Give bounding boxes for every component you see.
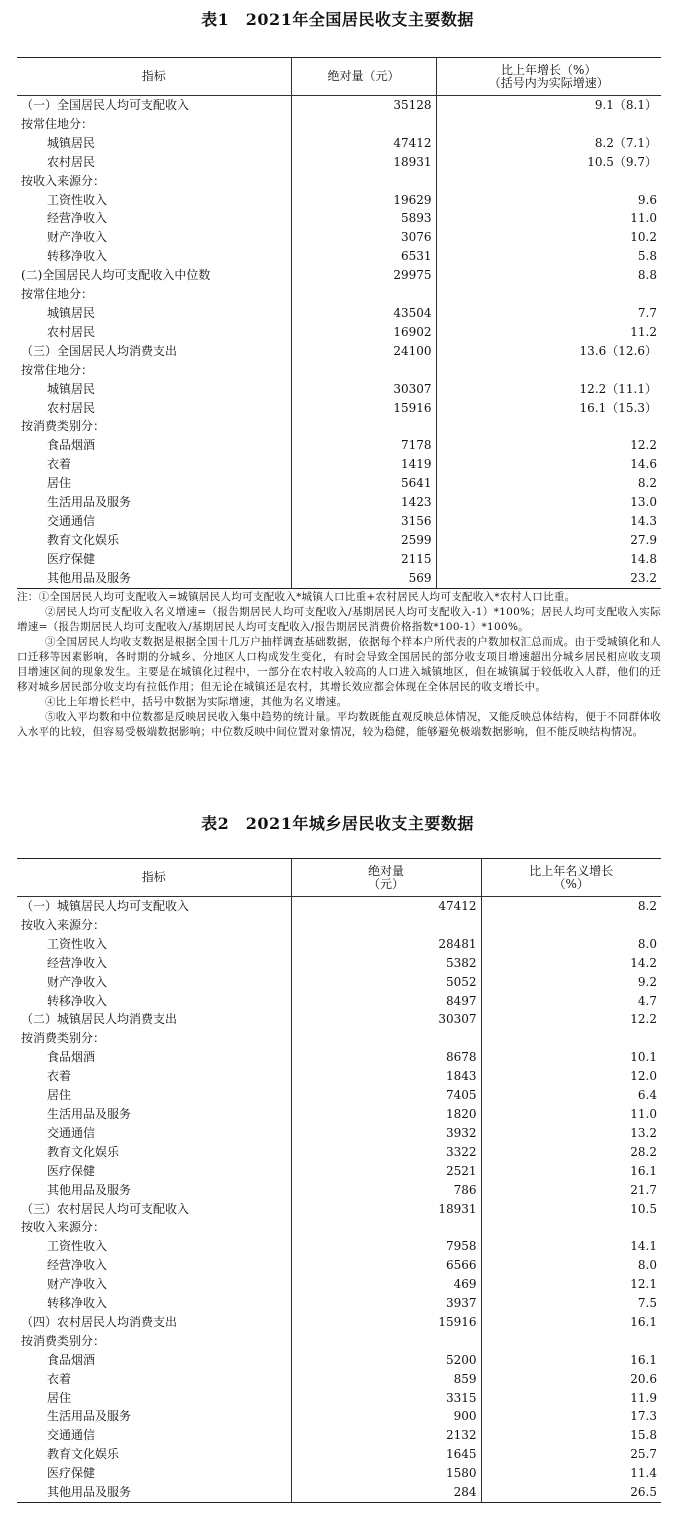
table-row bbox=[17, 342, 661, 361]
row-growth: 12.2（11.1） bbox=[436, 380, 661, 399]
row-label: 医疗保健 bbox=[47, 551, 96, 566]
row-amount: 5893 bbox=[291, 209, 436, 228]
row-growth: 11.0 bbox=[481, 1105, 661, 1124]
row-growth: 6.4 bbox=[481, 1086, 661, 1105]
row-label: 城镇居民 bbox=[47, 135, 96, 150]
row-amount: 1423 bbox=[291, 493, 436, 512]
row-growth: 12.2 bbox=[481, 1010, 661, 1029]
row-amount bbox=[291, 361, 436, 380]
table-row bbox=[17, 973, 661, 992]
row-growth: 14.8 bbox=[436, 550, 661, 569]
row-growth: 10.5 bbox=[481, 1200, 661, 1219]
table2-header-indicator: 指标 bbox=[17, 859, 291, 897]
row-label: （一）全国居民人均可支配收入 bbox=[21, 98, 190, 112]
table-row bbox=[17, 550, 661, 569]
row-label: 工资性收入 bbox=[47, 1239, 108, 1254]
table-row bbox=[17, 474, 661, 493]
table1-header-amount: 绝对量（元） bbox=[291, 58, 436, 96]
row-amount: 28481 bbox=[291, 935, 481, 954]
table-row bbox=[17, 1426, 661, 1445]
row-amount: 1419 bbox=[291, 455, 436, 474]
row-amount: 2599 bbox=[291, 531, 436, 550]
table-row bbox=[17, 1086, 661, 1105]
table-row bbox=[17, 1483, 661, 1502]
table1-body bbox=[17, 96, 661, 589]
row-label: 按常住地分： bbox=[21, 362, 94, 377]
row-label: 其他用品及服务 bbox=[17, 569, 291, 588]
row-growth: 8.2 bbox=[481, 897, 661, 916]
row-growth bbox=[436, 361, 661, 380]
row-amount: 2132 bbox=[291, 1426, 481, 1445]
row-amount: 15916 bbox=[291, 1313, 481, 1332]
row-label: 居住 bbox=[47, 1390, 72, 1405]
row-label: （三）全国居民人均消费支出 bbox=[21, 343, 178, 358]
table2-header-amount-line2: （元） bbox=[367, 876, 404, 891]
row-amount: 786 bbox=[291, 1181, 481, 1200]
table-row bbox=[17, 1048, 661, 1067]
row-growth: 17.3 bbox=[481, 1407, 661, 1426]
row-label: 农村居民 bbox=[47, 324, 96, 339]
row-growth: 10.2 bbox=[436, 228, 661, 247]
table1-header-row bbox=[17, 58, 661, 96]
row-growth bbox=[481, 1029, 661, 1048]
row-label: 按常住地分： bbox=[21, 287, 94, 302]
table-row bbox=[17, 512, 661, 531]
table1-note: ③全国居民人均收支数据是根据全国十几万户抽样调查基础数据，依据每个样本户所代表的户数加权汇总而成。由于受城镇化和人口迁移等因素影响，各时期的分城乡、分地区人口构成发生变化，有时会导致全国居民的部分收支项目增速超出分城乡居民相应收支项目增速区间的现象发生。主要是在城镇化过程中，一部分在农村收入较高的人口进入城镇地区，但在城镇属于较低收入人群，他们的迁移对城乡居民部分收支均有拉低作用；但无论在城镇还是农村，其增长效应都会体现在全体居民的收支增长中。 bbox=[17, 636, 661, 693]
row-amount: 18931 bbox=[291, 1200, 481, 1219]
row-growth: 13.6（12.6） bbox=[436, 342, 661, 361]
row-label: 按消费类别分： bbox=[21, 1333, 106, 1348]
row-amount bbox=[291, 172, 436, 191]
row-amount: 2521 bbox=[291, 1162, 481, 1181]
table-row bbox=[17, 493, 661, 512]
table-row bbox=[17, 1029, 661, 1048]
table1-notes bbox=[17, 590, 661, 740]
row-growth: 14.3 bbox=[436, 512, 661, 531]
row-label: 城镇居民 bbox=[47, 381, 96, 396]
row-amount: 5200 bbox=[291, 1351, 481, 1370]
row-label: 交通通信 bbox=[47, 513, 96, 528]
table-row bbox=[17, 935, 661, 954]
row-label: 按收入来源分： bbox=[21, 917, 106, 932]
row-label: 交通通信 bbox=[47, 1125, 96, 1140]
row-label: 衣着 bbox=[47, 1371, 72, 1386]
row-amount: 35128 bbox=[291, 96, 436, 115]
row-label: 其他用品及服务 bbox=[47, 1182, 132, 1197]
row-label: 其他用品及服务 bbox=[17, 1483, 291, 1502]
row-label: 按收入来源分： bbox=[21, 1220, 106, 1235]
table-row bbox=[17, 1124, 661, 1143]
row-growth: 7.7 bbox=[436, 304, 661, 323]
row-growth: 23.2 bbox=[436, 569, 661, 588]
row-growth: 14.6 bbox=[436, 455, 661, 474]
table1-note: ⑤收入平均数和中位数都是反映居民收入集中趋势的统计量。平均数既能直观反映总体情况，又能反映总体结构，便于不同群体收入水平的比较，但容易受极端数据影响；中位数反映中间位置对象情况，较为稳健，能够避免极端数据影响，但不能反映结构情况。 bbox=[17, 711, 661, 738]
row-growth: 21.7 bbox=[481, 1181, 661, 1200]
row-growth bbox=[436, 417, 661, 436]
row-growth: 26.5 bbox=[481, 1483, 661, 1502]
row-label: 教育文化娱乐 bbox=[47, 532, 120, 547]
row-growth: 12.1 bbox=[481, 1275, 661, 1294]
table2-body bbox=[17, 897, 661, 1503]
table-row bbox=[17, 285, 661, 304]
row-amount: 859 bbox=[291, 1370, 481, 1389]
row-growth: 8.2（7.1） bbox=[436, 134, 661, 153]
table-row bbox=[17, 531, 661, 550]
table-row bbox=[17, 897, 661, 916]
row-growth: 8.8 bbox=[436, 266, 661, 285]
table-row bbox=[17, 1218, 661, 1237]
row-amount: 5641 bbox=[291, 474, 436, 493]
table-row bbox=[17, 228, 661, 247]
row-label: 居住 bbox=[47, 476, 72, 491]
table1-note: 注：①全国居民人均可支配收入=城镇居民人均可支配收入*城镇人口比重+农村居民人均可支配收入*农村人口比重。 bbox=[17, 591, 576, 603]
table1-note: ④比上年增长栏中，括号中数据为实际增速，其他为名义增速。 bbox=[45, 696, 348, 708]
row-growth: 5.8 bbox=[436, 247, 661, 266]
row-label: 生活用品及服务 bbox=[47, 1106, 132, 1121]
row-amount bbox=[291, 1332, 481, 1351]
table-row bbox=[17, 1407, 661, 1426]
row-amount: 3322 bbox=[291, 1143, 481, 1162]
row-label: 按消费类别分： bbox=[21, 1031, 106, 1046]
table-row bbox=[17, 1181, 661, 1200]
row-growth: 27.9 bbox=[436, 531, 661, 550]
table-row bbox=[17, 1332, 661, 1351]
row-growth bbox=[436, 285, 661, 304]
row-amount: 8678 bbox=[291, 1048, 481, 1067]
row-growth: 12.0 bbox=[481, 1067, 661, 1086]
table-row bbox=[17, 1294, 661, 1313]
row-label: （二）城镇居民人均消费支出 bbox=[21, 1012, 178, 1027]
row-growth: 8.0 bbox=[481, 935, 661, 954]
row-amount: 19629 bbox=[291, 191, 436, 210]
row-label: 财产净收入 bbox=[47, 1277, 108, 1292]
row-amount: 1645 bbox=[291, 1445, 481, 1464]
table-row bbox=[17, 153, 661, 172]
row-label: 医疗保健 bbox=[47, 1466, 96, 1481]
row-growth bbox=[481, 916, 661, 935]
table1 bbox=[17, 57, 661, 589]
table-row bbox=[17, 455, 661, 474]
row-label: （三）农村居民人均可支配收入 bbox=[21, 1201, 190, 1216]
table-row bbox=[17, 916, 661, 935]
row-label: （一）城镇居民人均可支配收入 bbox=[21, 899, 190, 913]
table-row bbox=[17, 380, 661, 399]
table-row bbox=[17, 361, 661, 380]
row-amount bbox=[291, 285, 436, 304]
row-growth: 8.2 bbox=[436, 474, 661, 493]
table-row bbox=[17, 954, 661, 973]
row-growth: 11.0 bbox=[436, 209, 661, 228]
row-amount: 47412 bbox=[291, 897, 481, 916]
row-growth: 15.8 bbox=[481, 1426, 661, 1445]
row-amount: 7178 bbox=[291, 436, 436, 455]
row-amount: 3932 bbox=[291, 1124, 481, 1143]
row-growth: 25.7 bbox=[481, 1445, 661, 1464]
row-growth: 20.6 bbox=[481, 1370, 661, 1389]
table-row bbox=[17, 323, 661, 342]
row-label: 经营净收入 bbox=[47, 211, 108, 226]
row-growth: 11.2 bbox=[436, 323, 661, 342]
row-growth bbox=[481, 1332, 661, 1351]
row-label: 经营净收入 bbox=[47, 955, 108, 970]
row-label: 医疗保健 bbox=[47, 1163, 96, 1178]
row-growth: 13.2 bbox=[481, 1124, 661, 1143]
table-row bbox=[17, 1313, 661, 1332]
table-row bbox=[17, 417, 661, 436]
row-growth: 16.1（15.3） bbox=[436, 399, 661, 418]
row-amount: 1820 bbox=[291, 1105, 481, 1124]
table-row bbox=[17, 1200, 661, 1219]
row-label: 衣着 bbox=[47, 1069, 72, 1084]
row-label: 农村居民 bbox=[47, 400, 96, 415]
row-amount: 3156 bbox=[291, 512, 436, 531]
table2-header-row bbox=[17, 859, 661, 897]
table-row bbox=[17, 1143, 661, 1162]
row-amount: 7405 bbox=[291, 1086, 481, 1105]
row-amount bbox=[291, 1029, 481, 1048]
row-amount bbox=[291, 115, 436, 134]
row-label: 经营净收入 bbox=[47, 1258, 108, 1273]
table2-header-growth-line1: 比上年名义增长 bbox=[529, 863, 614, 878]
row-amount: 3076 bbox=[291, 228, 436, 247]
row-amount: 469 bbox=[291, 1275, 481, 1294]
row-growth: 28.2 bbox=[481, 1143, 661, 1162]
row-growth: 10.1 bbox=[481, 1048, 661, 1067]
table-row bbox=[17, 1010, 661, 1029]
row-growth: 11.9 bbox=[481, 1389, 661, 1408]
row-amount: 900 bbox=[291, 1407, 481, 1426]
row-growth: 9.6 bbox=[436, 191, 661, 210]
row-growth bbox=[436, 115, 661, 134]
table2 bbox=[17, 858, 661, 1503]
row-growth: 16.1 bbox=[481, 1162, 661, 1181]
row-amount: 6566 bbox=[291, 1256, 481, 1275]
row-amount: 29975 bbox=[291, 266, 436, 285]
row-label: 教育文化娱乐 bbox=[47, 1447, 120, 1462]
row-label: 按消费类别分： bbox=[21, 419, 106, 434]
table-row bbox=[17, 1445, 661, 1464]
row-label: 按收入来源分： bbox=[21, 173, 106, 188]
row-label: 城镇居民 bbox=[47, 305, 96, 320]
row-growth: 16.1 bbox=[481, 1313, 661, 1332]
row-amount: 18931 bbox=[291, 153, 436, 172]
row-amount: 6531 bbox=[291, 247, 436, 266]
table-row bbox=[17, 247, 661, 266]
table-row bbox=[17, 172, 661, 191]
table1-note: ②居民人均可支配收入名义增速=（报告期居民人均可支配收入/基期居民人均可支配收入-1）*100%；居民人均可支配收入实际增速=（报告期居民人均可支配收入/基期居民人均可支配收入/报告期居民消费价格指数*100-1）*100%。 bbox=[17, 606, 661, 633]
table-row bbox=[17, 1105, 661, 1124]
row-label: 财产净收入 bbox=[47, 230, 108, 245]
row-amount: 24100 bbox=[291, 342, 436, 361]
row-label: （四）农村居民人均消费支出 bbox=[21, 1314, 178, 1329]
table2-header-growth-line2: （%） bbox=[553, 876, 589, 891]
table-row bbox=[17, 96, 661, 115]
row-growth bbox=[481, 1218, 661, 1237]
row-label: 工资性收入 bbox=[47, 192, 108, 207]
row-amount: 16902 bbox=[291, 323, 436, 342]
row-amount: 3937 bbox=[291, 1294, 481, 1313]
table-row bbox=[17, 1237, 661, 1256]
table-row bbox=[17, 1351, 661, 1370]
row-amount: 2115 bbox=[291, 550, 436, 569]
row-amount: 43504 bbox=[291, 304, 436, 323]
row-amount: 15916 bbox=[291, 399, 436, 418]
table-row bbox=[17, 115, 661, 134]
table-row bbox=[17, 1275, 661, 1294]
row-label: 交通通信 bbox=[47, 1428, 96, 1443]
row-amount: 569 bbox=[291, 569, 436, 588]
row-label: 生活用品及服务 bbox=[47, 1409, 132, 1424]
table-row bbox=[17, 1370, 661, 1389]
row-growth: 13.0 bbox=[436, 493, 661, 512]
row-label: 按常住地分： bbox=[21, 116, 94, 131]
table2-title: 表2 2021年城乡居民收支主要数据 bbox=[201, 814, 474, 833]
table-row bbox=[17, 191, 661, 210]
table-row bbox=[17, 1464, 661, 1483]
row-growth: 7.5 bbox=[481, 1294, 661, 1313]
row-growth: 8.0 bbox=[481, 1256, 661, 1275]
row-amount bbox=[291, 417, 436, 436]
row-growth: 9.1（8.1） bbox=[436, 96, 661, 115]
row-growth: 14.1 bbox=[481, 1237, 661, 1256]
row-amount: 47412 bbox=[291, 134, 436, 153]
table-row bbox=[17, 209, 661, 228]
table-row bbox=[17, 304, 661, 323]
row-label: 工资性收入 bbox=[47, 936, 108, 951]
table-row bbox=[17, 992, 661, 1011]
row-amount: 1843 bbox=[291, 1067, 481, 1086]
table-row bbox=[17, 1256, 661, 1275]
table1-header-growth bbox=[436, 58, 661, 96]
row-amount: 5382 bbox=[291, 954, 481, 973]
row-amount bbox=[291, 916, 481, 935]
table-row bbox=[17, 134, 661, 153]
row-label: (二)全国居民人均可支配收入中位数 bbox=[21, 268, 211, 283]
table1-title: 表1 2021年全国居民收支主要数据 bbox=[201, 10, 474, 29]
row-amount: 284 bbox=[291, 1483, 481, 1502]
table1-header-growth-line2: （括号内为实际增速） bbox=[488, 75, 609, 90]
row-growth bbox=[436, 172, 661, 191]
row-amount: 1580 bbox=[291, 1464, 481, 1483]
row-label: 转移净收入 bbox=[47, 1296, 108, 1311]
row-growth: 10.5（9.7） bbox=[436, 153, 661, 172]
table-row bbox=[17, 266, 661, 285]
row-label: 食品烟酒 bbox=[47, 1352, 96, 1367]
table-row bbox=[17, 1162, 661, 1181]
row-label: 财产净收入 bbox=[47, 974, 108, 989]
row-label: 食品烟酒 bbox=[47, 1050, 96, 1065]
table-row bbox=[17, 1389, 661, 1408]
row-label: 转移净收入 bbox=[47, 993, 108, 1008]
row-amount: 30307 bbox=[291, 380, 436, 399]
table-row bbox=[17, 569, 661, 588]
row-amount: 8497 bbox=[291, 992, 481, 1011]
row-growth: 4.7 bbox=[481, 992, 661, 1011]
table1-header-indicator: 指标 bbox=[17, 58, 291, 96]
table2-header-amount-line1: 绝对量 bbox=[367, 863, 404, 878]
row-label: 生活用品及服务 bbox=[47, 495, 132, 510]
table1-header-growth-line1: 比上年增长（%） bbox=[501, 62, 597, 77]
row-amount: 3315 bbox=[291, 1389, 481, 1408]
table-row bbox=[17, 399, 661, 418]
row-amount bbox=[291, 1218, 481, 1237]
table2-header-growth bbox=[481, 859, 661, 897]
row-label: 食品烟酒 bbox=[47, 438, 96, 453]
table-row bbox=[17, 1067, 661, 1086]
table2-header-amount bbox=[291, 859, 481, 897]
row-amount: 7958 bbox=[291, 1237, 481, 1256]
table-row bbox=[17, 436, 661, 455]
row-growth: 16.1 bbox=[481, 1351, 661, 1370]
row-label: 教育文化娱乐 bbox=[47, 1144, 120, 1159]
row-amount: 5052 bbox=[291, 973, 481, 992]
row-growth: 9.2 bbox=[481, 973, 661, 992]
row-amount: 30307 bbox=[291, 1010, 481, 1029]
row-growth: 12.2 bbox=[436, 436, 661, 455]
row-label: 农村居民 bbox=[47, 154, 96, 169]
row-growth: 11.4 bbox=[481, 1464, 661, 1483]
row-label: 居住 bbox=[47, 1088, 72, 1103]
row-label: 衣着 bbox=[47, 457, 72, 472]
row-growth: 14.2 bbox=[481, 954, 661, 973]
row-label: 转移净收入 bbox=[47, 249, 108, 264]
